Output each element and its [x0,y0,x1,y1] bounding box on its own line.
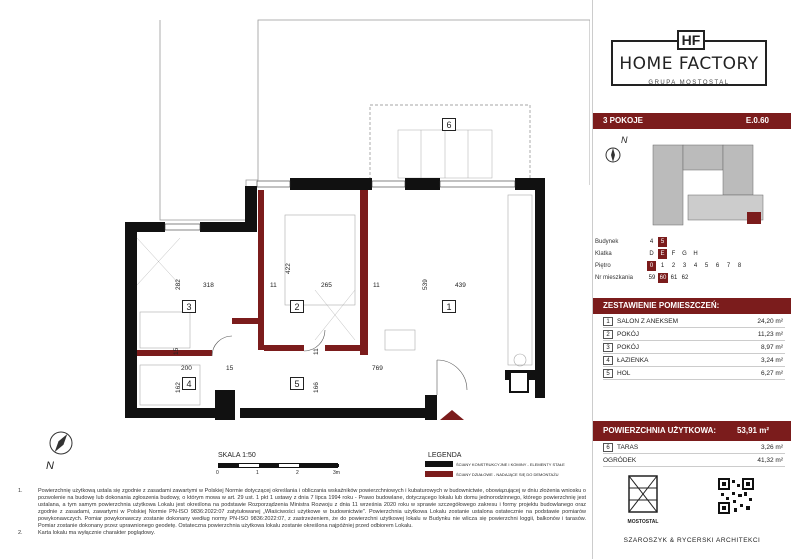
footnote-2-text: Karta lokalu ma wyłącznie charakter poglądowy. [38,530,155,536]
legend-swatch-partition [425,471,453,477]
brand-sub: GRUPA MOSTOSTAL [648,80,730,86]
extra-name: TARAS [617,444,639,451]
dim-room2-width: 265 [321,282,332,289]
room-label-room2: 2 [290,300,304,313]
scale-tick-1: 1 [256,470,259,476]
extra-row-terrace [603,442,785,454]
room-number: 5 [603,369,613,378]
footnote-1 [18,488,586,530]
room-area: 6,27 m² [760,370,783,377]
dim-living-width: 439 [455,282,466,289]
room-area: 11,23 m² [757,331,783,338]
dim-bath-height: 162 [175,382,182,393]
grid-cell: 4 [693,263,698,269]
dim-hall-height: 166 [313,382,320,393]
grid-cell: 6 [715,263,720,269]
footnote-1-text: Powierzchnię użytkową ustala się zgodnie z zasadami zawartymi w Polskiej Normie dotyczącej określania i obliczania wskaźników powierzchniowych i kubaturowych w budownictwie, obowiązującej w dniu złożenia wniosku o pozwolenie na budowę lub dokonania zgłoszenia budowy, o którym mowa w art. 29 ust. 1 pkt 1 ustawy z dnia 7 lipca 1994 roku - Prawo budowlane, dotyczącego lokalu lub domu jednorodzinnego, którego powierzchnię jest ustalana, a tym samym powierzchnia użytkowa Lokalu jest określona na podstawie Rozporządzenia Ministra Rozwoju z dnia 11 września 2020 roku w sprawie szczegółowego zakresu i formy projektu budowlanego oraz zgodnie z zasadami, zawartymi w Polskiej Normie PN-ISO 9836:2022:07 zatytułowanej „Właściwości użytkowe w budownictwie". Powierzchnia użytkowa Lokalu zostanie ustalona ostatecznie na podstawie pomiarów powykonawczych. Pomiar powykonawczy zostanie dokonany według normy PN-ISO 9836:2022:07, z zastrzeżeniem, że do powierzchni użytkowej lokalu w Budynku nie wlicza się powierzchni loggii, balkonów i tarasów. Pomiar zostanie dokonany przez uprawnionego geodetę. Ostateczna powierzchnia użytkowa lokalu zostanie określona najpóźniej przed odbiorem Lokalu. [38,488,586,529]
grid-cell: 59 [648,275,656,281]
room-area: 8,97 m² [760,344,783,351]
room-name: POKÓJ [617,344,640,351]
dim-wall-11-b: 11 [373,282,380,289]
room-number: 3 [603,343,613,352]
legend-text-structural: ŚCIANY KONSTRUKCYJNE I KOMINY - ELEMENTY STAŁE [456,462,565,467]
usable-area-label: POWIERZCHNIA UŻYTKOWA: [603,426,717,435]
dim-room2-height: 422 [285,263,292,274]
room-label-room3: 3 [182,300,196,313]
dim-living-height: 539 [422,279,429,290]
grid-cell: G [682,251,687,257]
grid-label-floor: Piętro [595,263,611,269]
scale-tick-3: 3m [333,470,340,476]
grid-cell-selected: 0 [647,261,656,271]
dim-wall-11-a: 11 [270,282,277,289]
qr-code-icon [718,478,754,514]
dim-room3-width: 318 [203,282,214,289]
mostostal-logo [623,472,663,525]
grid-cell: 61 [670,275,678,281]
room-label-bathroom: 4 [182,377,196,390]
grid-cell: 3 [682,263,687,269]
dim-wall-15-b: 15 [226,365,234,372]
compass-icon [46,428,76,458]
extra-area: 41,32 m² [757,457,783,464]
grid-label-unit: Nr mieszkania [595,275,634,281]
room-number: 4 [603,356,613,365]
grid-cell-selected: E [658,249,667,259]
building-grid [595,237,785,287]
scale-title: SKALA 1:50 [218,452,256,459]
legend-title: LEGENDA [428,452,462,459]
usable-area-value: 53,91 m² [736,426,769,435]
scale-bar [218,463,338,468]
grid-cell: D [649,251,654,257]
grid-cell: 2 [671,263,676,269]
room-name: POKÓJ [617,331,640,338]
footnote-1-number: 1. [18,488,23,494]
grid-cell: 1 [660,263,665,269]
grid-cell: 4 [649,239,654,245]
grid-cell: 8 [737,263,742,269]
room-row [603,342,785,354]
grid-label-building: Budynek [595,239,619,245]
grid-cell: H [693,251,698,257]
room-label-hall: 5 [290,377,304,390]
footnotes [18,488,586,537]
grid-cell-selected: 60 [659,275,667,281]
site-compass-icon [603,145,623,165]
room-name: ŁAZIENKA [617,357,649,364]
compass-north-label: N [46,460,54,472]
extra-name: OGRÓDEK [603,457,637,464]
room-row [603,316,785,328]
grid-cell: 62 [681,275,689,281]
footnote-2-number: 2. [18,530,23,536]
unit-header [593,113,791,129]
extra-number: 6 [603,443,613,452]
room-row [603,368,785,380]
grid-label-stair: Klatka [595,251,612,257]
grid-cell: 7 [726,263,731,269]
room-row [603,329,785,341]
dim-wall-11-c: 11 [313,348,320,355]
unit-rooms: 3 POKOJE [603,116,644,125]
room-label-living: 1 [442,300,456,313]
grid-cell: F [671,251,676,257]
scale-tick-2: 2 [296,470,299,476]
usable-area-bar [593,421,791,441]
brand-logo [611,32,767,86]
room-number: 1 [603,317,613,326]
brand-name: HOME FACTORY [619,54,759,74]
mostostal-text: MOSTOSTAL [627,519,659,525]
brand-mark: HF [677,30,705,50]
legend-swatch-structural [425,461,453,467]
dim-hall-width: 769 [372,365,383,372]
scale-tick-0: 0 [216,470,219,476]
grid-cell: 5 [704,263,709,269]
room-area: 3,24 m² [760,357,783,364]
room-name: HOL [617,370,631,377]
legend-text-partition: ŚCIANY DZIAŁOWE - NADAJĄCE SIĘ DO DEMONTAŻU [456,472,559,477]
rooms-header: ZESTAWIENIE POMIESZCZEŃ: [593,298,791,314]
dim-wall-15-a: 15 [173,347,180,355]
extra-area: 3,26 m² [760,444,783,451]
info-panel [592,0,792,559]
site-compass-north: N [621,135,628,145]
room-row [603,355,785,367]
room-label-terrace: 6 [442,118,456,131]
room-area: 24,20 m² [757,318,783,325]
grid-cell-selected: 5 [658,237,667,247]
footnote-2 [18,530,586,537]
room-number: 2 [603,330,613,339]
extra-row-garden [603,455,785,467]
unit-code: E.0.60 [745,116,769,125]
architect-credit: SZAROSZYK & RYCERSKI ARCHITEKCI [623,537,761,544]
dim-room3-height: 282 [175,279,182,290]
dim-bath-width: 200 [181,365,192,372]
room-name: SALON Z ANEKSEM [617,318,679,325]
site-plan-thumbnail [643,140,773,232]
